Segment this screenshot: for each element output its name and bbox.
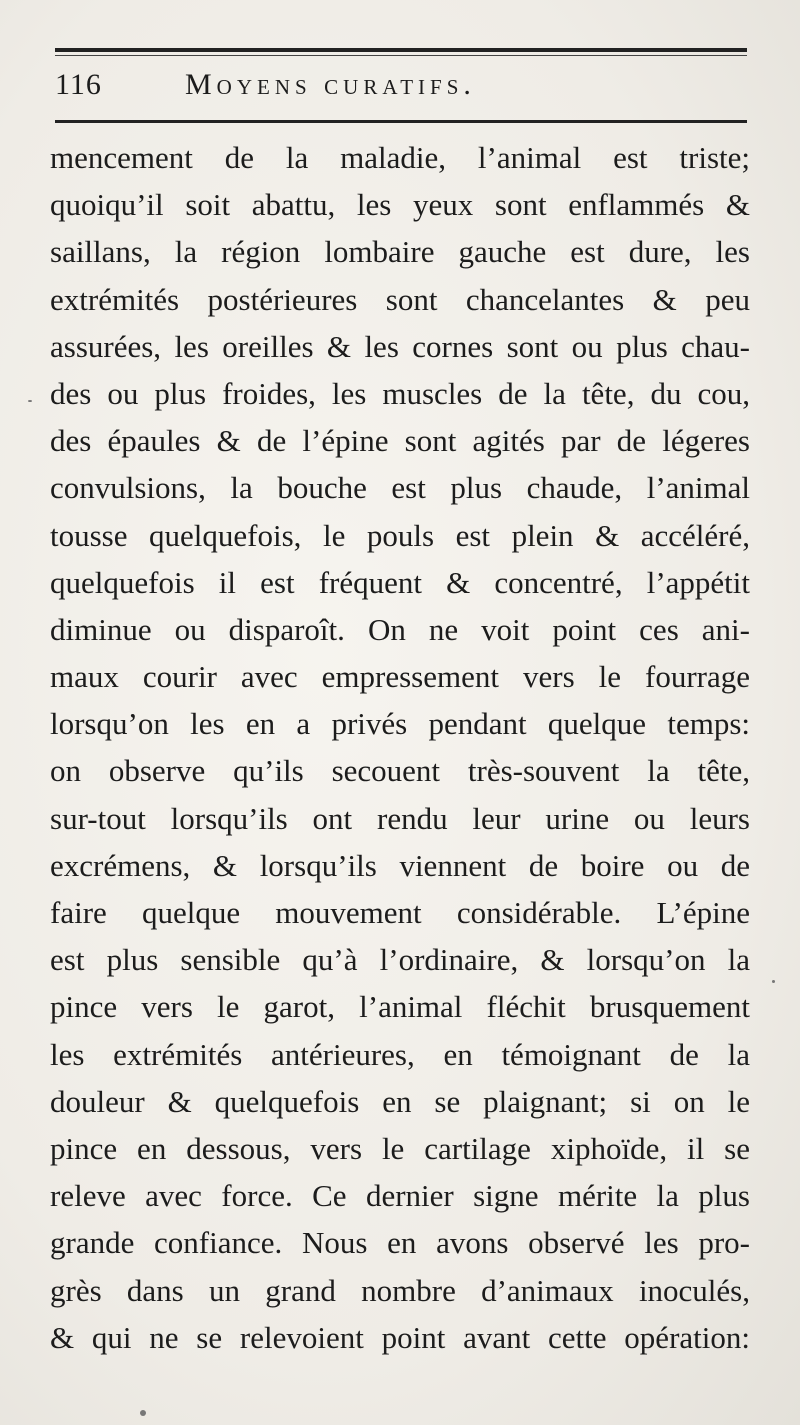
paper-speck	[140, 1410, 146, 1416]
text-line: pince vers le garot, l’animal fléchit brusquement	[50, 989, 750, 1025]
text-line: faire quelque mouvement considérable. L’épine	[50, 895, 750, 930]
page-header	[55, 68, 747, 108]
text-line: assurées, les oreilles & les cornes sont ou plus chau-	[50, 328, 750, 364]
text-line: pince en dessous, vers le cartilage xiphoïde, il se	[50, 1130, 750, 1166]
text-line: quoiqu’il soit abattu, les yeux sont enflammés &	[50, 187, 750, 223]
text-line: & qui ne se relevoient point avant cette opération:	[50, 1319, 750, 1355]
paper-speck	[28, 400, 32, 402]
text-line: lorsqu’on les en a privés pendant quelque temps:	[50, 706, 750, 742]
text-line: douleur & quelquefois en se plaignant; si on le	[50, 1083, 750, 1119]
header-bottom-rule	[55, 120, 747, 123]
text-line: on observe qu’ils secouent très-souvent la tête,	[50, 753, 750, 789]
text-line: excrémens, & lorsqu’ils viennent de boire ou de	[50, 847, 750, 883]
header-top-thin-rule	[55, 55, 747, 56]
text-line: saillans, la région lombaire gauche est dure, les	[50, 234, 750, 270]
text-line: diminue ou disparoît. On ne voit point ces ani-	[50, 611, 750, 647]
text-line: des épaules & de l’épine sont agités par de légeres	[50, 423, 750, 459]
page-number: 116	[55, 68, 102, 101]
header-top-rule	[55, 48, 747, 52]
text-line: des ou plus froides, les muscles de la tête, du cou,	[50, 375, 750, 411]
text-line: maux courir avec empressement vers le fourrage	[50, 659, 750, 695]
text-line: sur-tout lorsqu’ils ont rendu leur urine ou leurs	[50, 800, 750, 836]
running-title: Moyens curatifs.	[185, 68, 476, 101]
text-line: grès dans un grand nombre d’animaux inoculés,	[50, 1272, 750, 1308]
text-line: quelquefois il est fréquent & concentré, l’appétit	[50, 564, 750, 600]
text-line: grande confiance. Nous en avons observé les pro-	[50, 1225, 750, 1261]
text-line: les extrémités antérieures, en témoignant de la	[50, 1036, 750, 1072]
text-line: est plus sensible qu’à l’ordinaire, & lorsqu’on la	[50, 942, 750, 978]
text-line: tousse quelquefois, le pouls est plein & accéléré,	[50, 517, 750, 553]
text-line: releve avec force. Ce dernier signe mérite la plus	[50, 1178, 750, 1214]
paper-speck	[772, 980, 775, 983]
text-line: convulsions, la bouche est plus chaude, l’animal	[50, 470, 750, 506]
text-line: extrémités postérieures sont chancelantes & peu	[50, 281, 750, 317]
body-text	[50, 134, 750, 1361]
text-line: mencement de la maladie, l’animal est triste;	[50, 140, 750, 175]
